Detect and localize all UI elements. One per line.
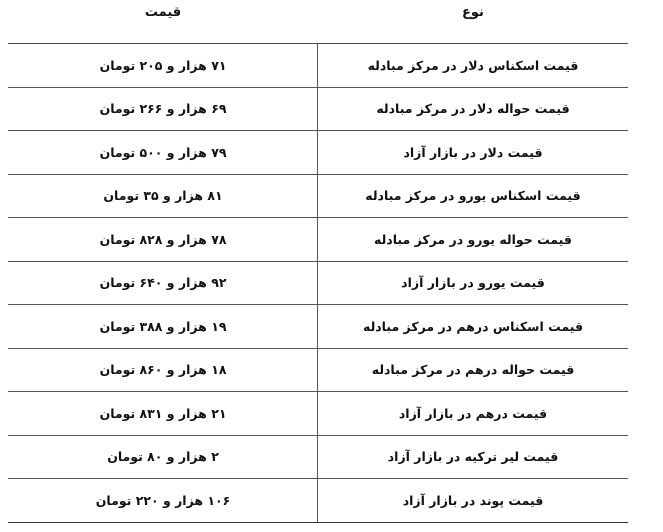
table-row — [8, 88, 628, 132]
cell-price: ۱۸ هزار و ۸۶۰ تومان — [99, 362, 227, 378]
table-row — [8, 479, 628, 523]
cell-type: قیمت حواله یورو در مرکز مبادله — [374, 231, 572, 247]
cell-type: قیمت حواله درهم در مرکز مبادله — [371, 362, 575, 378]
cell-price: ۸۱ هزار و ۳۵ تومان — [103, 188, 223, 204]
table-row — [8, 44, 628, 88]
table-header-row — [8, 0, 628, 44]
price-table — [8, 0, 628, 522]
table-row — [8, 305, 628, 349]
cell-type: قیمت اسکناس دلار در مرکز مبادله — [367, 57, 579, 73]
cell-price: ۶۹ هزار و ۲۶۶ تومان — [99, 101, 227, 117]
table-row — [8, 349, 628, 393]
cell-type: قیمت اسکناس درهم در مرکز مبادله — [362, 318, 584, 334]
header-type: نوع — [462, 5, 484, 20]
cell-type: قیمت اسکناس یورو در مرکز مبادله — [365, 188, 581, 204]
cell-type: قیمت پوند در بازار آزاد — [402, 492, 544, 508]
cell-price: ۱۹ هزار و ۳۸۸ تومان — [99, 318, 227, 334]
table-row — [8, 131, 628, 175]
table-row — [8, 436, 628, 480]
cell-type: قیمت حواله دلار در مرکز مبادله — [376, 101, 570, 117]
cell-price: ۲۱ هزار و ۸۳۱ تومان — [99, 405, 227, 421]
table-row — [8, 175, 628, 219]
cell-type: قیمت درهم در بازار آزاد — [398, 405, 548, 421]
table-row — [8, 218, 628, 262]
cell-type: قیمت لیر ترکیه در بازار آزاد — [387, 449, 559, 465]
cell-price: ۲ هزار و ۸۰ تومان — [107, 449, 219, 465]
table-row — [8, 262, 628, 306]
cell-price: ۷۸ هزار و ۸۲۸ تومان — [99, 231, 227, 247]
cell-price: ۹۲ هزار و ۶۴۰ تومان — [99, 275, 227, 291]
table-body — [8, 44, 628, 523]
cell-type: قیمت یورو در بازار آزاد — [401, 275, 545, 291]
cell-price: ۷۱ هزار و ۲۰۵ تومان — [99, 57, 227, 73]
header-price: قیمت — [144, 5, 182, 20]
cell-price: ۷۹ هزار و ۵۰۰ تومان — [99, 144, 227, 160]
table-row — [8, 392, 628, 436]
cell-type: قیمت دلار در بازار آزاد — [403, 144, 543, 160]
cell-price: ۱۰۶ هزار و ۲۲۰ تومان — [95, 492, 231, 508]
